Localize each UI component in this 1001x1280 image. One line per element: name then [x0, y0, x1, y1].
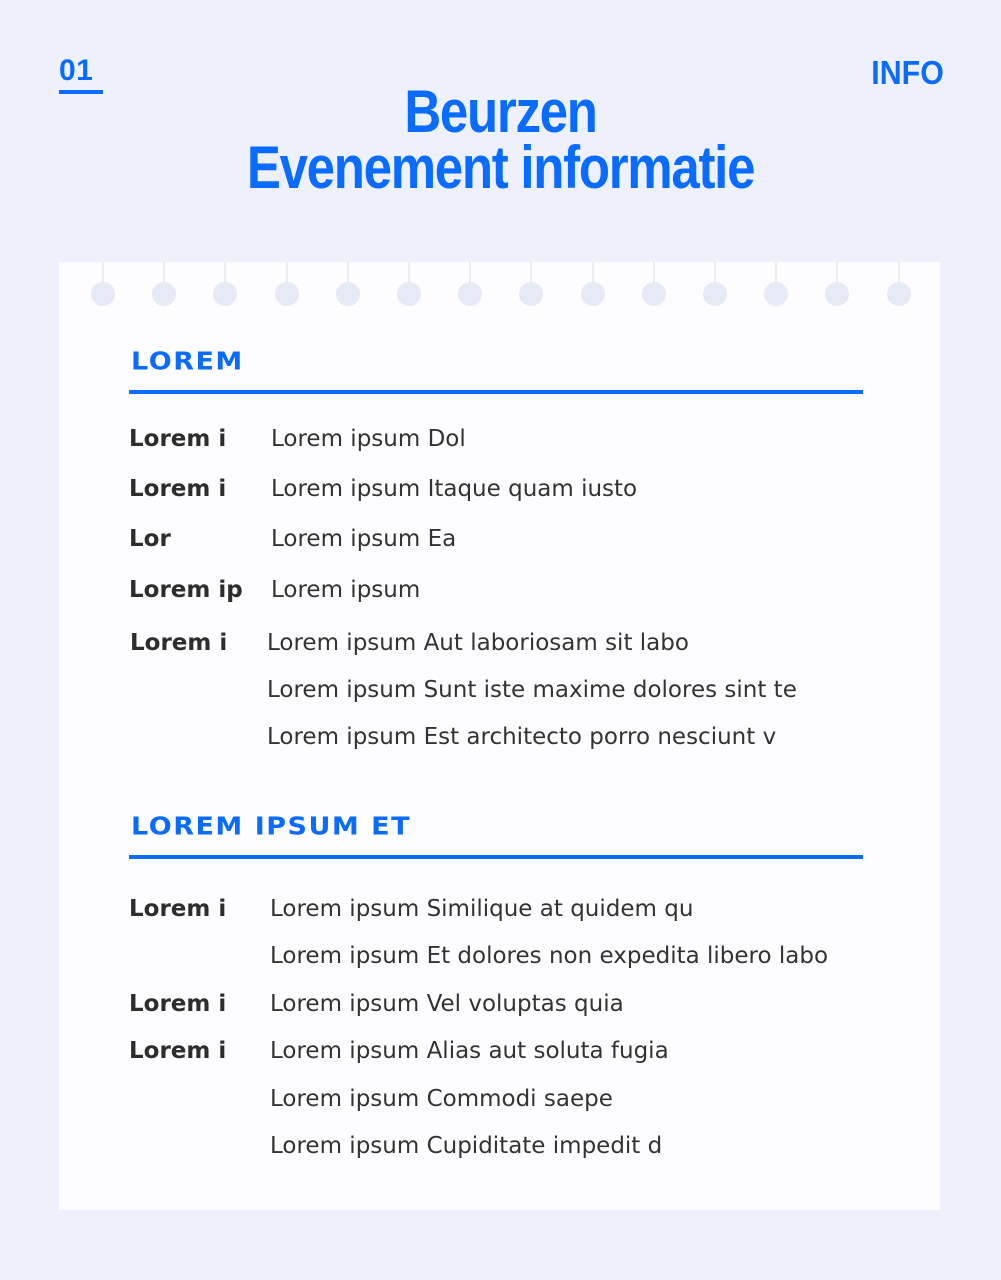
binder-ring-hole: [642, 282, 666, 306]
binder-rings: [59, 262, 940, 312]
row-label: Lorem i: [129, 426, 227, 452]
section-lorem-ipsum-et: [129, 809, 863, 859]
row-value: Lorem ipsum Cupiditate impedit d: [270, 1133, 663, 1159]
section-divider: [129, 390, 863, 394]
row-label: Lor: [129, 526, 171, 552]
row-label: Lorem i: [129, 1038, 227, 1064]
binder-ring-hole: [581, 282, 605, 306]
row-label: Lorem i: [129, 896, 227, 922]
row-value: Lorem ipsum: [271, 577, 421, 603]
title-line-2: Evenement informatie: [246, 134, 755, 201]
info-list-1: [129, 424, 863, 764]
row-value: Lorem ipsum Dol: [271, 426, 466, 452]
row-value: Lorem ipsum Vel voluptas quia: [270, 991, 624, 1017]
row-label: Lorem ip: [129, 577, 243, 603]
binder-ring-hole: [458, 282, 482, 306]
binder-ring-hole: [887, 282, 911, 306]
section-heading: LOREM: [131, 347, 244, 377]
row-label: Lorem i: [129, 476, 227, 502]
binder-ring-hole: [91, 282, 115, 306]
row-value: Lorem ipsum Alias aut soluta fugia: [270, 1038, 669, 1064]
row-value: Lorem ipsum Itaque quam iusto: [271, 476, 638, 502]
section-heading: LOREM IPSUM ET: [131, 812, 412, 842]
row-label: Lorem i: [129, 991, 227, 1017]
page-number: 01: [59, 54, 103, 94]
binder-ring-hole: [764, 282, 788, 306]
row-value: Lorem ipsum Similique at quidem qu: [270, 896, 694, 922]
row-value: Lorem ipsum Commodi saepe: [270, 1086, 613, 1112]
binder-ring-hole: [213, 282, 237, 306]
section-divider: [129, 855, 863, 859]
binder-ring-hole: [397, 282, 421, 306]
binder-ring-hole: [519, 282, 543, 306]
row-value: Lorem ipsum Est architecto porro nesciunt v: [267, 724, 777, 750]
binder-ring-hole: [703, 282, 727, 306]
binder-ring-hole: [336, 282, 360, 306]
page-title: [0, 78, 1001, 201]
binder-ring-hole: [275, 282, 299, 306]
row-value: Lorem ipsum Ea: [271, 526, 457, 552]
section-tag: INFO: [871, 54, 944, 91]
row-value: Lorem ipsum Et dolores non expedita libero labo: [270, 943, 829, 969]
notebook-paper: [59, 262, 940, 1210]
row-label: Lorem i: [130, 630, 228, 656]
info-list-2: [129, 894, 863, 1184]
title-line-1: Beurzen: [404, 78, 597, 145]
binder-ring-hole: [152, 282, 176, 306]
binder-ring-hole: [825, 282, 849, 306]
row-value: Lorem ipsum Sunt iste maxime dolores sint te: [267, 677, 797, 703]
row-value: Lorem ipsum Aut laboriosam sit labo: [267, 630, 689, 656]
section-lorem: [129, 344, 863, 394]
